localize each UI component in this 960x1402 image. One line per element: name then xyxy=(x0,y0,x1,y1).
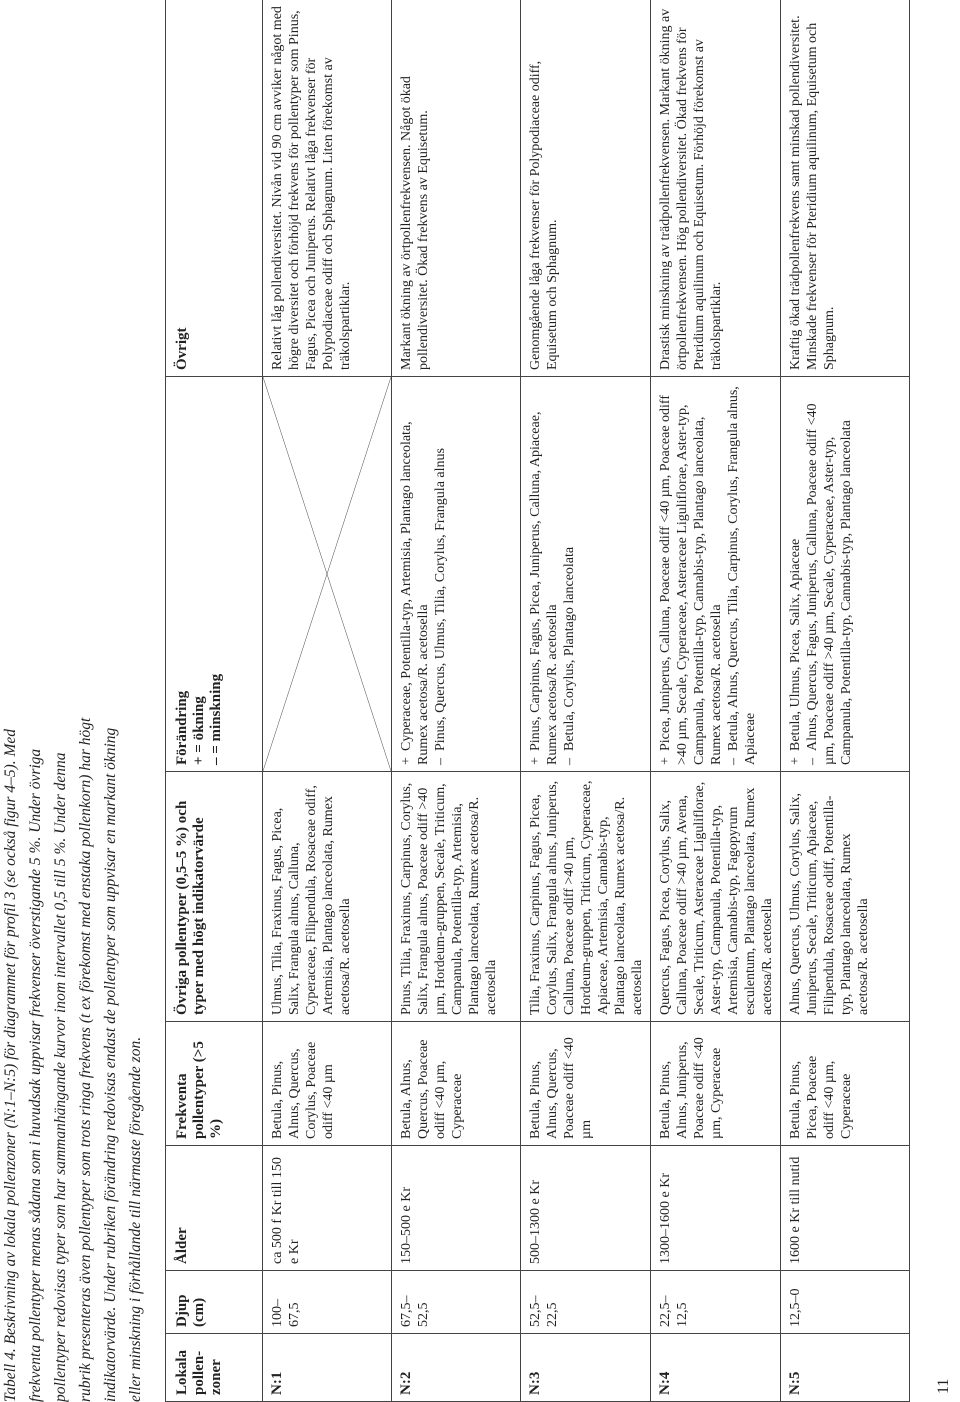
change-cell xyxy=(392,377,521,772)
change-decrease-text: Betula, Corylus, Plantago lanceolata xyxy=(562,546,577,751)
header-change-title: Förändring xyxy=(174,690,190,765)
change-increase-text: Cyperaceae, Potentilla-typ, Artemisia, Plantago lanceolata, Rumex acetosa/R. acetosella xyxy=(399,421,431,765)
change-decrease: –Pinus, Quercus, Ulmus, Tilia, Corylus, Frangula alnus xyxy=(433,448,448,765)
header-change-minus: – = minskning xyxy=(208,673,224,765)
change-decrease: –Betula, Alnus, Quercus, Tilia, Carpinus, Corylus, Frangula alnus, Apiaceae xyxy=(726,386,758,765)
table-row xyxy=(521,0,651,1402)
other-cell: Quercus, Fagus, Picea, Corylus, Salix, Calluna, Poaceae odiff >40 µm, Avena, Secale, Triticum, Asteraceae Liguliflorae, Aster-typ, Campanula, Potentilla-typ, Artemisia, Cannabis-typ, Fagopyrum esculentum, Plantago lanceolata, Rumex acetosa/R. acetosella xyxy=(651,772,781,1022)
header-age: Ålder xyxy=(166,1146,263,1271)
caption-line: rubrik presenteras även pollentyper som trots ringa frekvens (t ex förekomst med enstaka pollenkorn) har högt xyxy=(77,717,94,1402)
depth-cell: 12,5–0 xyxy=(781,1271,910,1334)
other-cell: Tilia, Fraxinus, Carpinus, Fagus, Picea, Corylus, Salix, Frangula alnus, Juniperus, Calluna, Poaceae odiff >40 µm, Hordeum-gruppen, Triticum, Cyperaceae, Apiaceae, Artemisia, Cannabis-typ, Plantago lanceolata, Rumex acetosa/R. acetosella xyxy=(521,772,651,1022)
change-increase-text: Picea, Juniperus, Calluna, Poaceae odiff <40 µm, Poaceae odiff >40 µm, Secale, Cyperaceae, Asteraceae Liguliflorae, Aster-typ, Campanula, Potentilla-typ, Cannabis-typ, Plantago lanceolata, Rumex acetosa/R. acetosella xyxy=(658,394,724,765)
change-decrease-text: Pinus, Quercus, Ulmus, Tilia, Corylus, Frangula alnus xyxy=(433,448,448,751)
table-row xyxy=(781,0,910,1402)
change-increase: +Cyperaceae, Potentilla-typ, Artemisia, Plantago lanceolata, Rumex acetosa/R. acetosella xyxy=(399,421,431,765)
zone-cell: N:1 xyxy=(263,1334,392,1402)
change-cell xyxy=(651,377,781,772)
frequent-cell: Betula, Pinus, Alnus, Quercus, Corylus, Poaceae odiff <40 µm xyxy=(263,1022,392,1146)
table-header-row xyxy=(166,0,263,1402)
header-misc: Övrigt xyxy=(166,0,263,377)
change-decrease-text: Betula, Alnus, Quercus, Tilia, Carpinus, Corylus, Frangula alnus, Apiaceae xyxy=(726,386,758,765)
misc-cell: Relativt låg pollendiversitet. Nivån vid 90 cm avviker något med högre diversitet och förhöjd frekvens för pollentyper som Pinus, Fagus, Picea och Juniperus. Relativt låga frekvenser för Polypodiaceae odiff och Sphagnum. Liten förekomst av träkolspartiklar. xyxy=(263,0,392,377)
zone-cell: N:5 xyxy=(781,1334,910,1402)
change-increase: +Pinus, Carpinus, Fagus, Picea, Juniperus, Calluna, Apiaceae, Rumex acetosa/R. acetosella xyxy=(528,411,560,765)
cross-out-mark xyxy=(263,377,391,771)
depth-cell: 67,5–52,5 xyxy=(392,1271,521,1334)
depth-cell: 100–67,5 xyxy=(263,1271,392,1334)
change-increase-text: Betula, Ulmus, Picea, Salix, Apiaceae xyxy=(788,538,803,751)
page-number: 11 xyxy=(935,1378,952,1394)
zone-cell: N:3 xyxy=(521,1334,651,1402)
change-cell xyxy=(521,377,651,772)
misc-cell: Kraftig ökad trädpollenfrekvens samt minskad pollendiversitet. Minskade frekvenser för Pteridium aquilinum, Equisetum och Sphagnum. xyxy=(781,0,910,377)
change-increase-text: Pinus, Carpinus, Fagus, Picea, Juniperus, Calluna, Apiaceae, Rumex acetosa/R. acetosella xyxy=(528,411,560,765)
frequent-cell: Betula, Pinus, Picea, Poaceae odiff <40 µm, Cyperaceae xyxy=(781,1022,910,1146)
caption-line: indikatorvärde. Under rubriken förändring redovisas endast de pollentyper som uppvisar en markant ökning xyxy=(102,727,119,1402)
zone-cell: N:4 xyxy=(651,1334,781,1402)
pollen-zone-table xyxy=(165,0,910,1402)
other-cell: Pinus, Tilia, Fraxinus, Carpinus, Corylus, Salix, Frangula alnus, Poaceae odiff >40 µm, Hordeum-gruppen, Secale, Triticum, Campanula, Potentilla-typ, Artemisia, Plantago lanceolata, Rumex acetosa/R. acetosella xyxy=(392,772,521,1022)
caption-line: frekventa pollentyper menas sådana som i huvudsak uppvisar frekvenser överstigande 5 %. Under övriga xyxy=(27,748,44,1402)
table-row xyxy=(392,0,521,1402)
zone-cell: N:2 xyxy=(392,1334,521,1402)
header-depth: Djup (cm) xyxy=(166,1271,263,1334)
caption-line: eller minskning i förhållande till närmaste föregående zon. xyxy=(127,1036,144,1402)
depth-cell: 52,5–22,5 xyxy=(521,1271,651,1334)
change-cell xyxy=(781,377,910,772)
change-increase: +Betula, Ulmus, Picea, Salix, Apiaceae xyxy=(788,538,803,765)
change-increase: +Picea, Juniperus, Calluna, Poaceae odiff <40 µm, Poaceae odiff >40 µm, Secale, Cyperaceae, Asteraceae Liguliflorae, Aster-typ, Campanula, Potentilla-typ, Cannabis-typ, Plantago lanceolata, Rumex acetosa/R. acetosella xyxy=(658,394,724,765)
change-decrease: –Alnus, Quercus, Fagus, Juniperus, Calluna, Poaceae odiff <40 µm, Poaceae odiff >40 µm, Secale, Cyperaceae, Aster-typ, Campanula, Potentilla-typ, Cannabis-typ, Plantago lanceolata xyxy=(805,403,854,765)
caption-line: pollentyper redovisas typer som har sammanhängande kurvor inom intervallet 0,5 till 5 %. Under denna xyxy=(52,752,69,1402)
header-change xyxy=(166,377,263,772)
header-frequent: Frekventa pollentyper (>5 %) xyxy=(166,1022,263,1146)
header-change-plus: + = ökning xyxy=(191,696,207,765)
age-cell: 1300–1600 e Kr xyxy=(651,1146,781,1271)
other-cell: Ulmus, Tilia, Fraxinus, Fagus, Picea, Salix, Frangula alnus, Calluna, Cyperaceae, Filipendula, Rosaceae odiff, Artemisia, Plantago lanceolata, Rumex acetosa/R. acetosella xyxy=(263,772,392,1022)
age-cell: 150–500 e Kr xyxy=(392,1146,521,1271)
age-cell: 1600 e Kr till nutid xyxy=(781,1146,910,1271)
change-decrease: –Betula, Corylus, Plantago lanceolata xyxy=(562,546,577,765)
header-zone: Lokala pollen-zoner xyxy=(166,1334,263,1402)
table-row xyxy=(651,0,781,1402)
misc-cell: Markant ökning av örtpollenfrekvensen. Något ökad pollendiversitet. Ökad frekvens av Equisetum. xyxy=(392,0,521,377)
change-decrease-text: Alnus, Quercus, Fagus, Juniperus, Calluna, Poaceae odiff <40 µm, Poaceae odiff >40 µm, Secale, Cyperaceae, Aster-typ, Campanula, Potentilla-typ, Cannabis-typ, Plantago lanceolata xyxy=(805,403,854,765)
depth-cell: 22,5–12,5 xyxy=(651,1271,781,1334)
caption-line: Tabell 4. Beskrivning av lokala pollenzoner (N:1–N:5) för diagrammet för profil 3 (se också figur 4–5). Med xyxy=(2,728,19,1402)
header-other: Övriga pollentyper (0,5–5 %) och typer med högt indikatorvärde xyxy=(166,772,263,1022)
table-row xyxy=(263,0,392,1402)
frequent-cell: Betula, Alnus, Quercus, Poaceae odiff <40 µm, Cyperaceae xyxy=(392,1022,521,1146)
misc-cell: Drastisk minskning av trädpollenfrekvensen. Markant ökning av örtpollenfrekvensen. Hög pollendiversitet. Ökad frekvens för Pteridium aquilinum och Equisetum. Förhöjd förekomst av träkolspartiklar. xyxy=(651,0,781,377)
misc-cell: Genomgående låga frekvenser för Polypodiaceae odiff, Equisetum och Sphagnum. xyxy=(521,0,651,377)
frequent-cell: Betula, Pinus, Alnus, Juniperus, Poaceae odiff <40 µm, Cyperaceae xyxy=(651,1022,781,1146)
change-cell-empty xyxy=(263,377,392,772)
age-cell: ca 500 f Kr till 150 e Kr xyxy=(263,1146,392,1271)
frequent-cell: Betula, Pinus, Alnus, Quercus, Poaceae odiff <40 µm xyxy=(521,1022,651,1146)
other-cell: Alnus, Quercus, Ulmus, Corylus, Salix, Juniperus, Secale, Triticum, Apiaceae, Filipendula, Rosaceae odiff, Potentilla-typ, Plantago lanceolata, Rumex acetosa/R. acetosella xyxy=(781,772,910,1022)
age-cell: 500–1300 e Kr xyxy=(521,1146,651,1271)
